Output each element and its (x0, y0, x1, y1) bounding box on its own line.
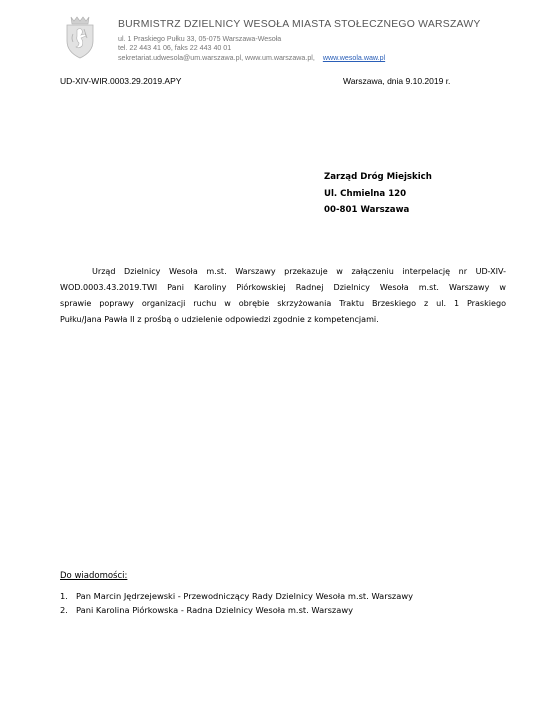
distribution-item-number: 2. (60, 604, 68, 615)
body-line: sprawie poprawy organizacji ruchu w obrębie skrzyżowania Traktu Brzeskiego z ul. 1 Praskiego (60, 299, 506, 309)
header-title: BURMISTRZ DZIELNICY WESOŁA MIASTA STOŁECZNEGO WARSZAWY (118, 19, 481, 30)
header-emails: sekretariat.udwesola@um.warszawa.pl, www.um.warszawa.pl, (118, 54, 315, 62)
header-phone: tel. 22 443 41 06, faks 22 443 40 01 (118, 44, 232, 52)
warsaw-crest-icon (60, 14, 100, 60)
recipient-name: Zarząd Dróg Miejskich (324, 172, 432, 182)
recipient-city: 00-801 Warszawa (324, 205, 410, 215)
recipient-street: Ul. Chmielna 120 (324, 188, 407, 199)
body-line: Urząd Dzielnicy Wesoła m.st. Warszawy przekazuje w załączeniu interpelację nr UD-XIV- (92, 267, 506, 276)
header-address: ul. 1 Praskiego Pułku 33, 05-075 Warszawa-Wesoła (118, 35, 282, 43)
document-reference: UD-XIV-WIR.0003.29.2019.APY (60, 76, 182, 86)
body-paragraph (60, 264, 506, 328)
header-contacts (118, 54, 385, 62)
recipient-block (324, 169, 432, 219)
distribution-item (60, 604, 413, 618)
body-line: Pułku/Jana Pawła II z prośbą o udzielenie odpowiedzi zgodnie z kompetencjami. (60, 315, 379, 325)
distribution-title: Do wiadomości: (60, 571, 128, 581)
distribution-item-text: Pani Karolina Piórkowska - Radna Dzielnicy Wesoła m.st. Warszawy (76, 604, 354, 615)
distribution-list (60, 590, 413, 617)
distribution-item-number: 1. (60, 591, 68, 601)
body-line: WOD.0003.43.2019.TWI Pani Karoliny Piórkowskiej Radnej Dzielnicy Wesoła m.st. Warszawy w (60, 283, 506, 293)
document-place-date: Warszawa, dnia 9.10.2019 r. (343, 76, 451, 86)
distribution-item-text: Pan Marcin Jędrzejewski - Przewodniczący Rady Dzielnicy Wesoła m.st. Warszawy (76, 591, 414, 601)
header-website-link[interactable]: www.wesola.waw.pl (322, 54, 386, 62)
distribution-item (60, 590, 413, 604)
